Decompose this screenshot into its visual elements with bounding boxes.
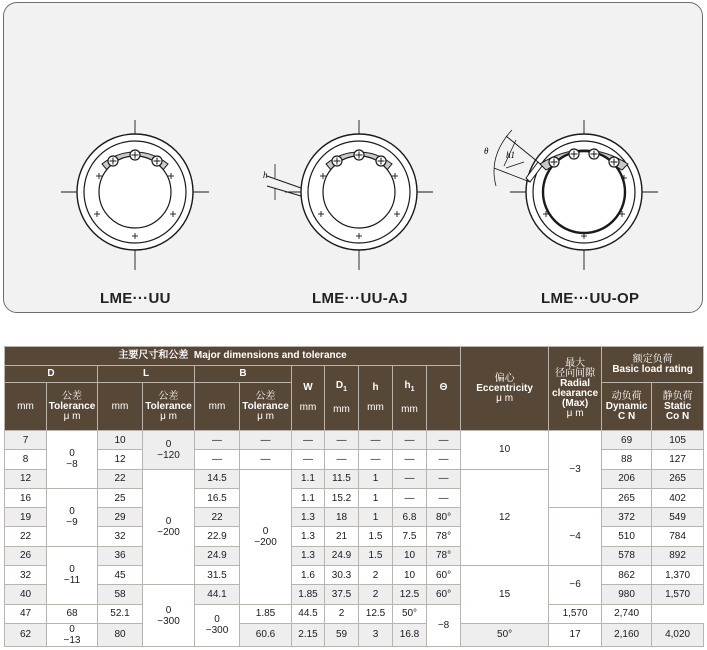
table-body — [5, 431, 704, 647]
table-row: 7 0 −8 10 0 −120 — — — — — — — 10 −3 69 105 — [5, 431, 704, 450]
b-tolerance-group-2: 0 −300 — [195, 604, 240, 646]
lme-uu-aj-drawing — [263, 120, 433, 270]
table-row: 12 22 0 −200 14.5 0 −200 1.1 11.5 1 — — 12 206 265 — [5, 469, 704, 488]
caption-lme-uu: LME···UU — [100, 290, 171, 307]
lme-uu-op-drawing — [484, 120, 658, 270]
caption-lme-uu-aj: LME···UU-AJ — [312, 290, 408, 307]
eccentricity-group-4: 17 — [549, 623, 602, 646]
radial-clearance-group-3: −6 — [549, 566, 602, 605]
header-h1: $h_1$ mm — [393, 366, 427, 431]
table-row: 40 58 0 −300 44.1 1.85 37.5 2 12.5 60° 980 1,570 — [5, 585, 704, 604]
header-dynamic: 动负荷 Dynamic C N — [602, 383, 652, 431]
table-row: 16 0 −9 25 16.5 1.1 15.2 1 — — 265 402 — [5, 488, 704, 507]
dimension-table — [4, 346, 704, 647]
theta-label: θ — [484, 146, 489, 156]
radial-clearance-group-1: −3 — [549, 431, 602, 508]
table-row: 8 12 — — — — — — — 88 127 — [5, 450, 704, 469]
bearing-diagram-panel — [3, 2, 703, 313]
table-row: 22 32 22.9 1.3 21 1.5 7.5 78° 510 784 — [5, 527, 704, 546]
bearing-cross-section-drawings — [4, 3, 704, 314]
header-eccentricity: 偏心 Eccentricity μ m — [461, 347, 549, 431]
d-tolerance-group-3: 0 −11 — [47, 546, 98, 604]
d-tolerance-group-4: 0 −13 — [47, 623, 98, 646]
header-l-mm: mm — [98, 383, 143, 431]
header-b-tolerance: 公差 Tolerance μ m — [240, 383, 292, 431]
d-tolerance-group-1: 0 −8 — [47, 431, 98, 489]
header-static: 静负荷 Static Co N — [652, 383, 704, 431]
table-row: 32 45 31.5 1.6 30.3 2 10 60° 15 −6 862 1,370 — [5, 566, 704, 585]
lme-uu-drawing — [61, 120, 209, 270]
header-w: W mm — [292, 366, 325, 431]
caption-lme-uu-op: LME···UU-OP — [541, 290, 640, 307]
l-tolerance-group-1: 0 −120 — [143, 431, 195, 470]
table-row: 26 0 −11 36 24.9 1.3 24.9 1.5 10 78° 578 892 — [5, 546, 704, 565]
eccentricity-group-3: 15 — [461, 566, 549, 624]
radial-clearance-group-2: −4 — [549, 508, 602, 566]
header-d: D — [5, 366, 98, 383]
header-theta: Θ — [427, 366, 461, 431]
h1-label: h1 — [506, 150, 515, 160]
table-row: 19 29 22 1.3 18 1 6.8 80° −4 372 549 — [5, 508, 704, 527]
header-d-tolerance: 公差 Tolerance μ m — [47, 383, 98, 431]
d-tolerance-group-2: 0 −9 — [47, 488, 98, 546]
eccentricity-group-1: 10 — [461, 431, 549, 470]
header-h: h mm — [359, 366, 393, 431]
header-basic-load-rating: 额定负荷 Basic load rating — [602, 347, 704, 383]
header-l-tolerance: 公差 Tolerance μ m — [143, 383, 195, 431]
h-label: h — [263, 170, 268, 180]
header-d1: $D_1$ mm — [325, 366, 359, 431]
header-l: L — [98, 366, 195, 383]
header-d-mm: mm — [5, 383, 47, 431]
table-header — [5, 347, 704, 431]
header-b: B — [195, 366, 292, 383]
header-radial-clearance: 最大 径向间隙 Radial clearance (Max) μ m — [549, 347, 602, 431]
table-row: 47 68 52.1 0 −300 1.85 44.5 2 12.5 50° −8 1,570 2,740 — [5, 604, 704, 623]
l-tolerance-group-3: 0 −300 — [143, 585, 195, 647]
radial-clearance-group-4: −8 — [427, 604, 461, 646]
header-major-dimensions: 主要尺寸和公差 Major dimensions and tolerance — [5, 347, 461, 366]
l-tolerance-group-2: 0 −200 — [143, 469, 195, 585]
header-b-mm: mm — [195, 383, 240, 431]
table-row: 62 0 −13 80 60.6 2.15 59 3 16.8 50° 17 2,160 4,020 — [5, 623, 704, 646]
eccentricity-group-2: 12 — [461, 469, 549, 565]
b-tolerance-group-1: 0 −200 — [240, 469, 292, 604]
